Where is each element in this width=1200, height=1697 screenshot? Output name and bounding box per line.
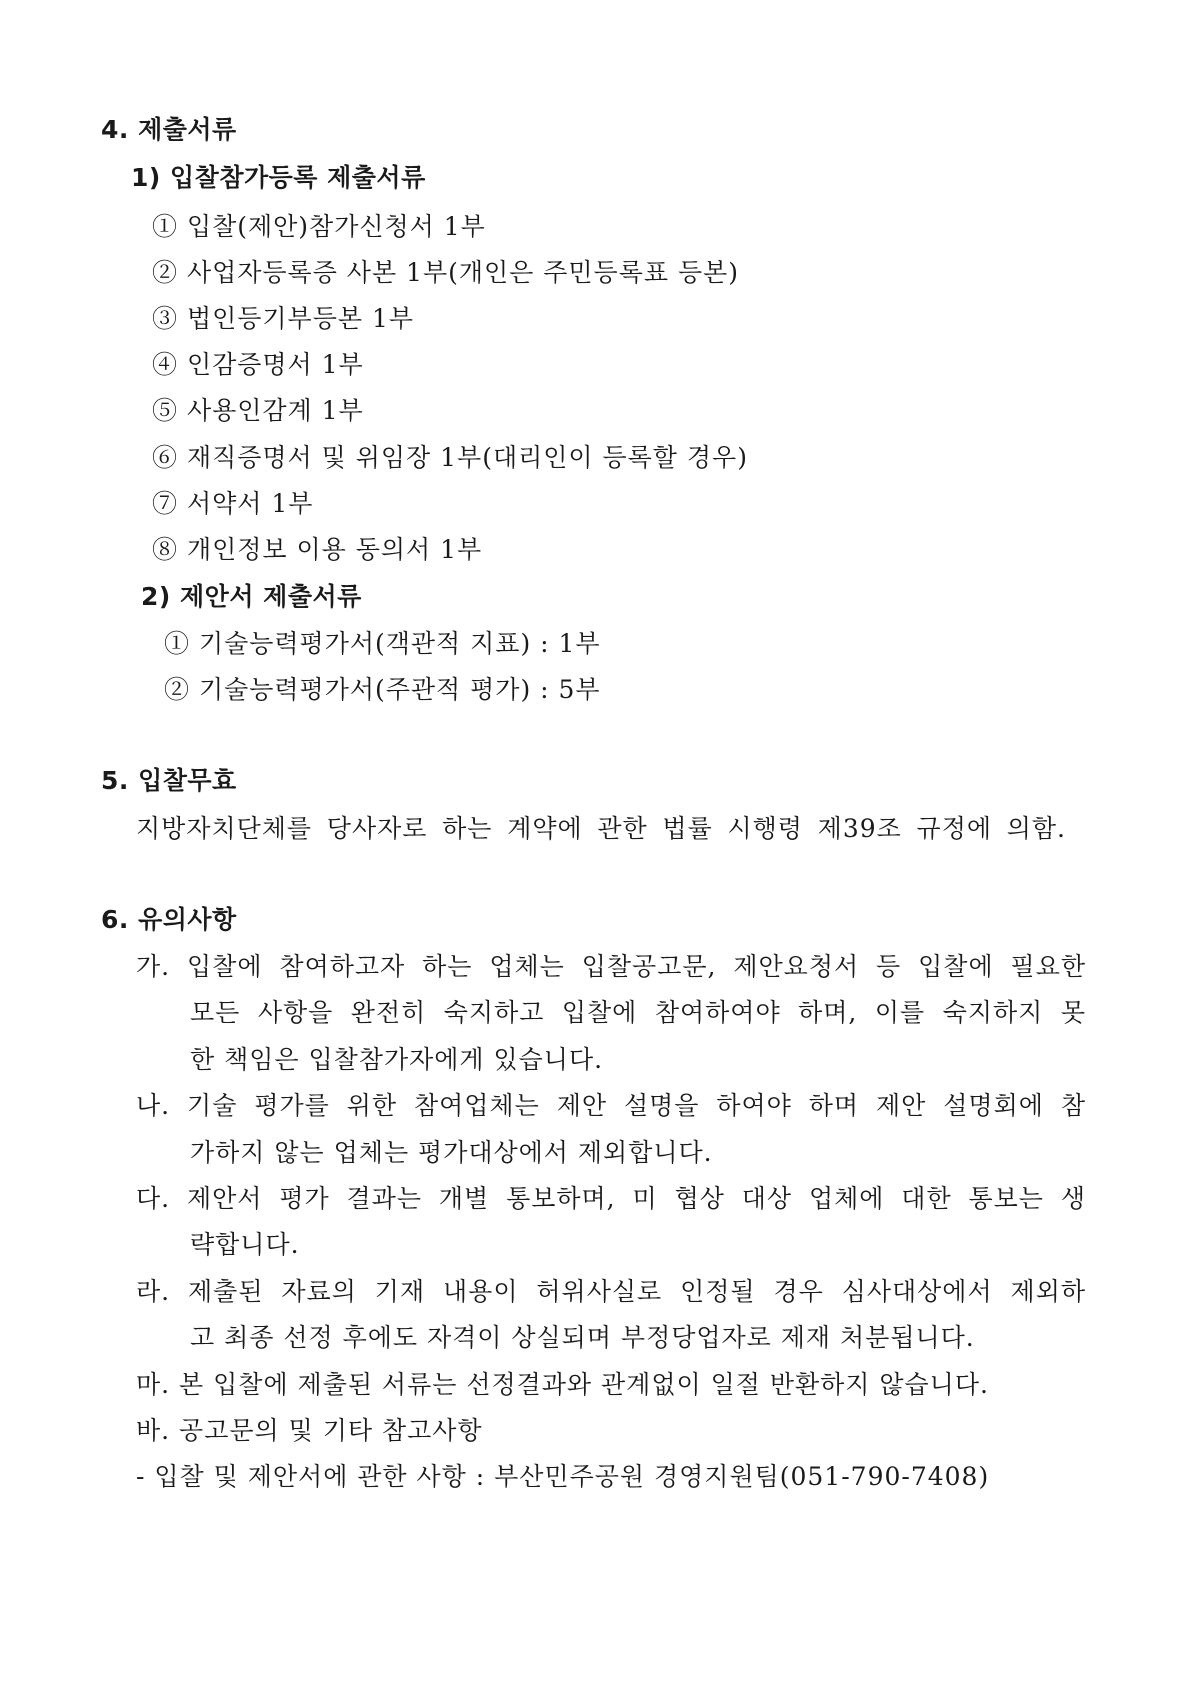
list-item: ⑦ 서약서 1부 (152, 489, 314, 518)
notice-line: 바. 공고문의 및 기타 참고사항 (136, 1416, 483, 1445)
notice-line: 나. 기술 평가를 위한 참여업체는 제안 설명을 하여야 하며 제안 설명회에 참 (136, 1091, 1086, 1120)
list-item: ⑧ 개인정보 이용 동의서 1부 (152, 535, 483, 564)
contact-line: - 입찰 및 제안서에 관한 사항 : 부산민주공원 경영지원팀(051-790-7408) (136, 1462, 990, 1491)
list-item: ② 사업자등록증 사본 1부(개인은 주민등록표 등본) (152, 258, 739, 287)
section-4-title: 4. 제출서류 (101, 115, 237, 144)
section-4-2-title: 2) 제안서 제출서류 (141, 582, 362, 611)
list-item: ② 기술능력평가서(주관적 평가) : 5부 (164, 675, 601, 704)
notice-line: 마. 본 입찰에 제출된 서류는 선정결과와 관계없이 일절 반환하지 않습니다. (136, 1370, 989, 1399)
list-item: ⑥ 재직증명서 및 위임장 1부(대리인이 등록할 경우) (152, 443, 748, 472)
notice-line: 가. 입찰에 참여하고자 하는 업체는 입찰공고문, 제안요청서 등 입찰에 필요한 (136, 952, 1086, 981)
notice-line: 략합니다. (190, 1230, 300, 1259)
list-item: ① 입찰(제안)참가신청서 1부 (152, 212, 486, 241)
notice-line: 한 책임은 입찰참가자에게 있습니다. (190, 1045, 604, 1074)
section-5-title: 5. 입찰무효 (101, 766, 237, 795)
list-item: ⑤ 사용인감계 1부 (152, 396, 364, 425)
notice-line: 가하지 않는 업체는 평가대상에서 제외합니다. (190, 1138, 713, 1167)
notice-line: 다. 제안서 평가 결과는 개별 통보하며, 미 협상 대상 업체에 대한 통보는 생 (136, 1184, 1086, 1213)
section-4-1-title: 1) 입찰참가등록 제출서류 (131, 163, 426, 192)
notice-line: 라. 제출된 자료의 기재 내용이 허위사실로 인정될 경우 심사대상에서 제외하 (136, 1277, 1086, 1306)
list-item: ① 기술능력평가서(객관적 지표) : 1부 (164, 629, 601, 658)
list-item: ③ 법인등기부등본 1부 (152, 304, 415, 333)
notice-line: 고 최종 선정 후에도 자격이 상실되며 부정당업자로 제재 처분됩니다. (190, 1323, 975, 1352)
notice-line: 모든 사항을 완전히 숙지하고 입찰에 참여하여야 하며, 이를 숙지하지 못 (190, 998, 1086, 1027)
section-6-title: 6. 유의사항 (101, 905, 237, 934)
list-item: ④ 인감증명서 1부 (152, 350, 364, 379)
section-5-body: 지방자치단체를 당사자로 하는 계약에 관한 법률 시행령 제39조 규정에 의함. (136, 814, 1066, 843)
